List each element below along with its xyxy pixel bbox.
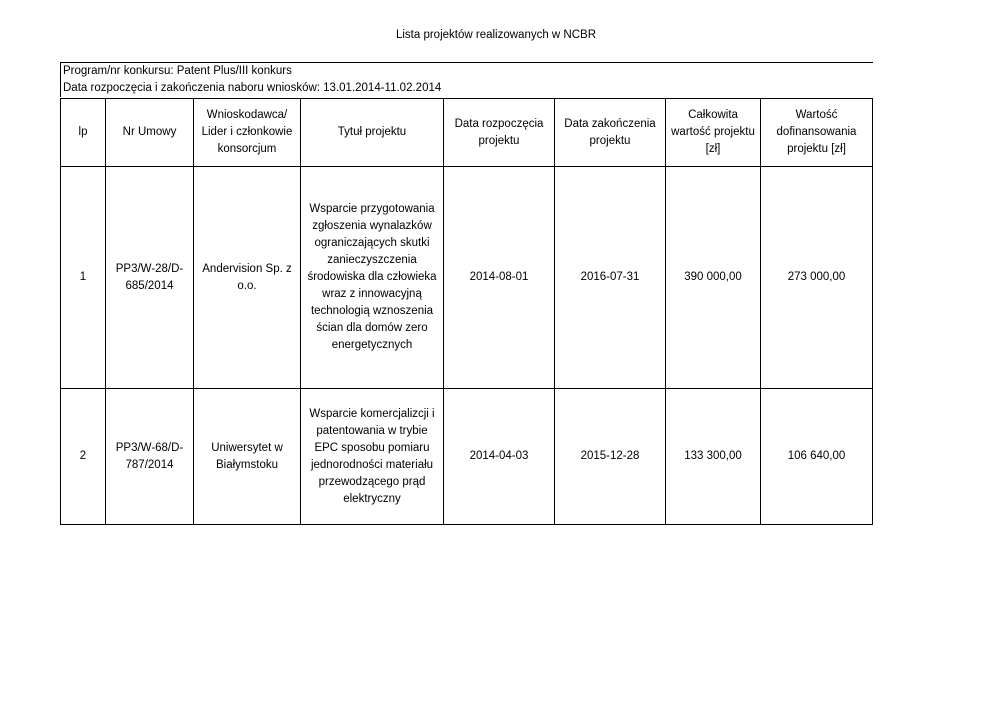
header-lp: lp <box>61 99 106 167</box>
header-nr-umowy: Nr Umowy <box>106 99 194 167</box>
header-data-zakonczenia: Data zakończenia projektu <box>555 99 666 167</box>
cell-wartosc-dofinansowania: 106 640,00 <box>761 389 873 525</box>
cell-wnioskodawca: Andervision Sp. z o.o. <box>194 167 301 389</box>
header-data-rozpoczecia: Data rozpoczęcia projektu <box>444 99 555 167</box>
header-wartosc-dofinansowania: Wartość dofinansowania projektu [zł] <box>761 99 873 167</box>
cell-nr-umowy: PP3/W-68/D-787/2014 <box>106 389 194 525</box>
cell-calkowita-wartosc: 133 300,00 <box>666 389 761 525</box>
page-title: Lista projektów realizowanych w NCBR <box>395 29 597 41</box>
cell-tytul: Wsparcie komercjalizcji i patentowania w trybie EPC sposobu pomiaru jednorodności materiału przewodzącego prąd elektryczny <box>301 389 444 525</box>
cell-lp: 2 <box>61 389 106 525</box>
cell-wnioskodawca: Uniwersytet w Białymstoku <box>194 389 301 525</box>
header-calkowita-wartosc: Całkowita wartość projektu [zł] <box>666 99 761 167</box>
header-wnioskodawca: Wnioskodawca/ Lider i członkowie konsorcjum <box>194 99 301 167</box>
header-tytul: Tytuł projektu <box>301 99 444 167</box>
table-row <box>61 389 873 525</box>
cell-nr-umowy: PP3/W-28/D-685/2014 <box>106 167 194 389</box>
cell-data-zakonczenia: 2016-07-31 <box>555 167 666 389</box>
table-row <box>61 167 873 389</box>
cell-lp: 1 <box>61 167 106 389</box>
competition-info <box>60 62 873 97</box>
cell-calkowita-wartosc: 390 000,00 <box>666 167 761 389</box>
cell-tytul: Wsparcie przygotowania zgłoszenia wynalazków ograniczających skutki zanieczyszczenia środowiska dla człowieka wraz z innowacyjną technologią wznoszenia ścian dla domów zero energetycznych <box>301 167 444 389</box>
cell-data-zakonczenia: 2015-12-28 <box>555 389 666 525</box>
cell-data-rozpoczecia: 2014-08-01 <box>444 167 555 389</box>
cell-wartosc-dofinansowania: 273 000,00 <box>761 167 873 389</box>
program-line: Program/nr konkursu: Patent Plus/III konkurs <box>63 65 292 77</box>
table-header-row <box>61 99 873 167</box>
projects-table <box>60 98 873 525</box>
cell-data-rozpoczecia: 2014-04-03 <box>444 389 555 525</box>
application-dates-line: Data rozpoczęcia i zakończenia naboru wniosków: 13.01.2014-11.02.2014 <box>63 82 442 94</box>
